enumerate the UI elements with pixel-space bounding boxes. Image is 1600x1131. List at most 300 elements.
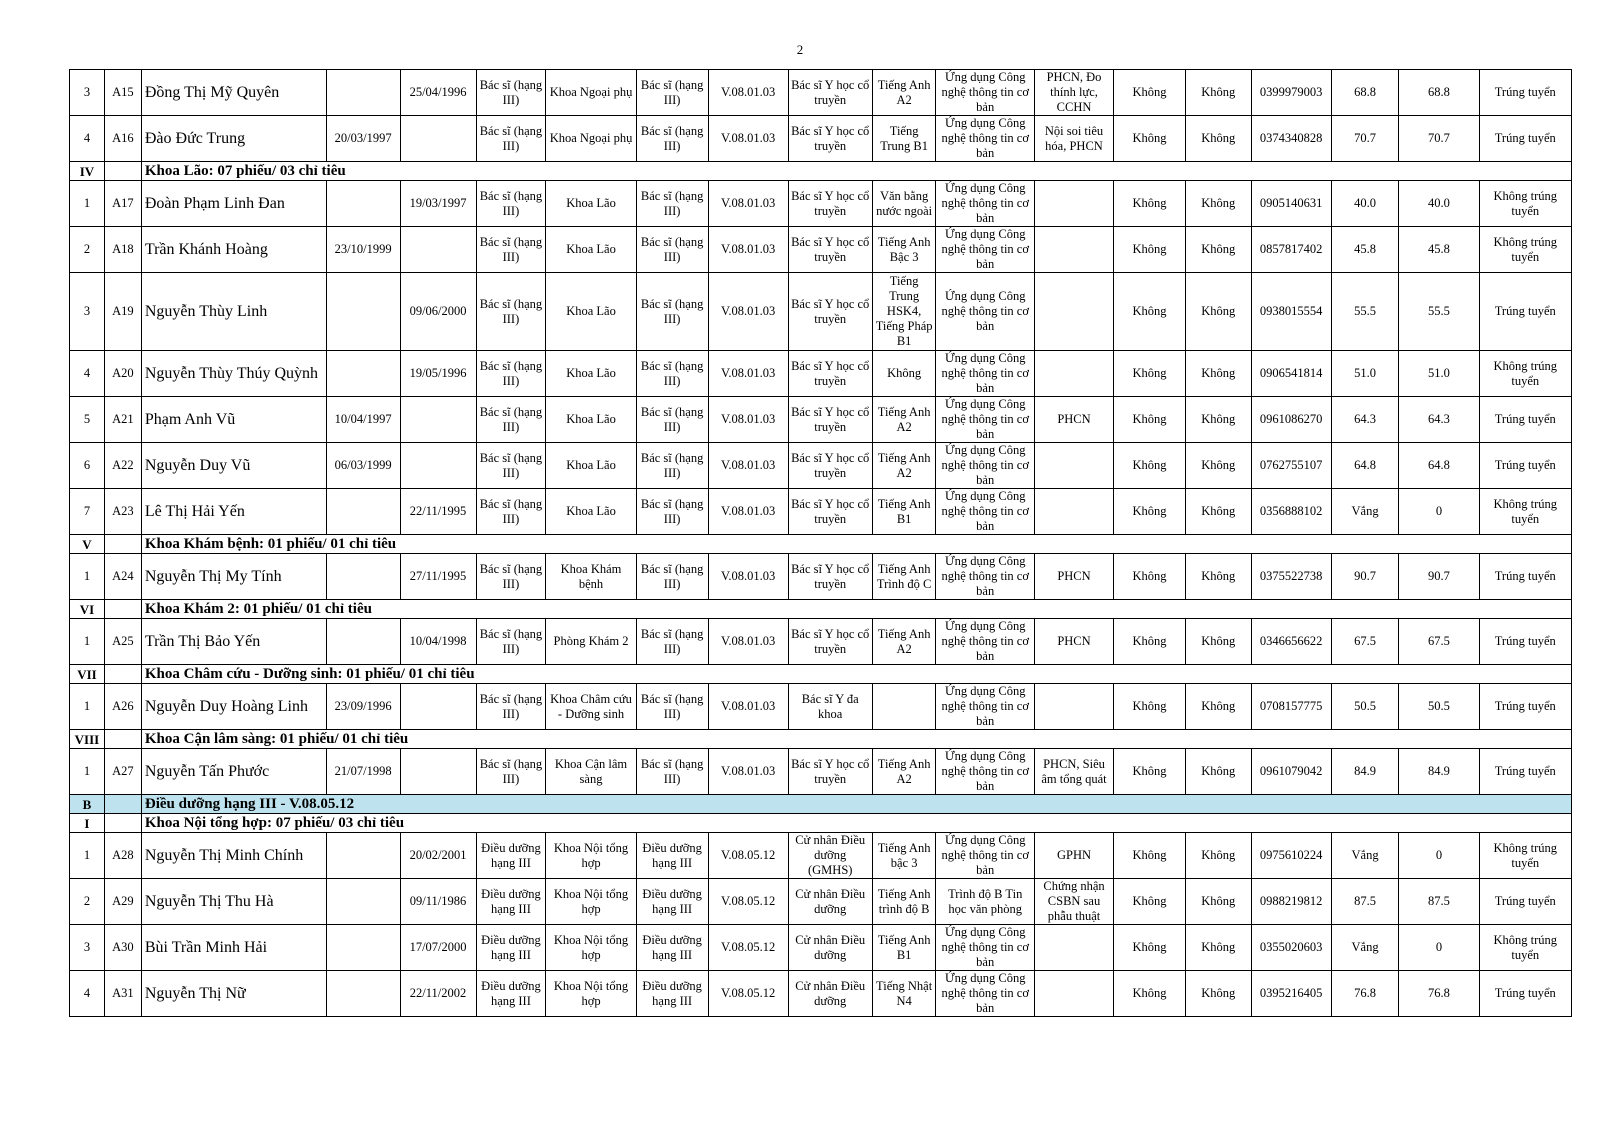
cell-it-skill: Ứng dụng Công nghệ thông tin cơ bản: [936, 273, 1035, 351]
cell-dob-female: 27/11/1995: [400, 554, 476, 600]
cell-priority-2: Không: [1185, 554, 1251, 600]
cell-foreign-language: Tiếng Anh A2: [872, 749, 936, 795]
cell-job-title: Điều dưỡng hạng III: [636, 879, 708, 925]
candidate-row: [70, 833, 1572, 879]
section-number: I: [70, 814, 105, 833]
cell-registered-position: Bác sĩ (hạng III): [476, 181, 546, 227]
candidate-row: [70, 116, 1572, 162]
cell-job-code: V.08.01.03: [708, 684, 788, 730]
section-spacer: [104, 814, 141, 833]
cell-dob-female: 10/04/1998: [400, 619, 476, 665]
cell-stt: 1: [70, 749, 105, 795]
cell-priority-2: Không: [1185, 749, 1251, 795]
candidate-row: [70, 273, 1572, 351]
cell-dob-male: [326, 489, 400, 535]
cell-score: 67.5: [1331, 619, 1399, 665]
cell-full-name: Nguyễn Thị Nữ: [141, 971, 326, 1017]
cell-priority-2: Không: [1185, 971, 1251, 1017]
cell-department: Khoa Ngoại phụ: [546, 70, 636, 116]
cell-total-score: 45.8: [1399, 227, 1479, 273]
cell-total-score: 70.7: [1399, 116, 1479, 162]
cell-priority-2: Không: [1185, 397, 1251, 443]
cell-code: A31: [104, 971, 141, 1017]
cell-code: A16: [104, 116, 141, 162]
cell-result: Trúng tuyển: [1479, 554, 1572, 600]
cell-foreign-language: Tiếng Anh bậc 3: [872, 833, 936, 879]
cell-department: Khoa Cận lâm sàng: [546, 749, 636, 795]
cell-job-code: V.08.05.12: [708, 833, 788, 879]
cell-full-name: Trần Khánh Hoàng: [141, 227, 326, 273]
cell-code: A28: [104, 833, 141, 879]
cell-priority-1: Không: [1114, 925, 1186, 971]
cell-qualification: Bác sĩ Y học cổ truyền: [788, 227, 872, 273]
cell-job-code: V.08.01.03: [708, 351, 788, 397]
cell-result: Trúng tuyển: [1479, 619, 1572, 665]
cell-dob-male: [326, 833, 400, 879]
cell-dob-male: 06/03/1999: [326, 443, 400, 489]
cell-job-code: V.08.01.03: [708, 749, 788, 795]
section-title: Điều dưỡng hạng III - V.08.05.12: [141, 795, 1571, 814]
cell-registered-position: Điều dưỡng hạng III: [476, 879, 546, 925]
cell-priority-1: Không: [1114, 397, 1186, 443]
cell-foreign-language: Tiếng Anh A2: [872, 397, 936, 443]
cell-certificates: PHCN: [1034, 554, 1113, 600]
cell-job-code: V.08.01.03: [708, 273, 788, 351]
section-spacer: [104, 162, 141, 181]
section-spacer: [104, 600, 141, 619]
cell-job-title: Bác sĩ (hạng III): [636, 619, 708, 665]
cell-qualification: Bác sĩ Y học cổ truyền: [788, 70, 872, 116]
cell-priority-1: Không: [1114, 619, 1186, 665]
candidate-row: [70, 351, 1572, 397]
cell-job-title: Bác sĩ (hạng III): [636, 554, 708, 600]
cell-it-skill: Ứng dụng Công nghệ thông tin cơ bản: [936, 554, 1035, 600]
section-row: [70, 162, 1572, 181]
cell-job-code: V.08.01.03: [708, 554, 788, 600]
cell-score: 87.5: [1331, 879, 1399, 925]
cell-registered-position: Bác sĩ (hạng III): [476, 489, 546, 535]
cell-phone: 0399979003: [1251, 70, 1331, 116]
cell-score: 40.0: [1331, 181, 1399, 227]
cell-it-skill: Ứng dụng Công nghệ thông tin cơ bản: [936, 684, 1035, 730]
cell-full-name: Nguyễn Duy Hoàng Linh: [141, 684, 326, 730]
cell-dob-male: [326, 70, 400, 116]
cell-result: Trúng tuyển: [1479, 116, 1572, 162]
section-title: Khoa Khám bệnh: 01 phiếu/ 01 chỉ tiêu: [141, 535, 1571, 554]
cell-department: Khoa Lão: [546, 273, 636, 351]
cell-foreign-language: Tiếng Anh B1: [872, 489, 936, 535]
cell-qualification: Bác sĩ Y học cổ truyền: [788, 181, 872, 227]
cell-result: Trúng tuyển: [1479, 749, 1572, 795]
cell-registered-position: Bác sĩ (hạng III): [476, 443, 546, 489]
cell-job-title: Điều dưỡng hạng III: [636, 833, 708, 879]
cell-phone: 0961086270: [1251, 397, 1331, 443]
cell-it-skill: Ứng dụng Công nghệ thông tin cơ bản: [936, 116, 1035, 162]
cell-priority-2: Không: [1185, 181, 1251, 227]
cell-job-title: Bác sĩ (hạng III): [636, 273, 708, 351]
cell-foreign-language: Tiếng Anh A2: [872, 619, 936, 665]
cell-certificates: PHCN, Đo thính lực, CCHN: [1034, 70, 1113, 116]
cell-dob-male: [326, 554, 400, 600]
cell-foreign-language: Tiếng Anh Bậc 3: [872, 227, 936, 273]
cell-dob-male: 20/03/1997: [326, 116, 400, 162]
cell-department: Khoa Nội tổng hợp: [546, 971, 636, 1017]
cell-total-score: 40.0: [1399, 181, 1479, 227]
cell-phone: 0857817402: [1251, 227, 1331, 273]
cell-job-code: V.08.01.03: [708, 397, 788, 443]
cell-certificates: [1034, 925, 1113, 971]
cell-result: Trúng tuyển: [1479, 971, 1572, 1017]
cell-phone: 0762755107: [1251, 443, 1331, 489]
cell-code: A18: [104, 227, 141, 273]
section-title: Khoa Lão: 07 phiếu/ 03 chỉ tiêu: [141, 162, 1571, 181]
cell-foreign-language: Tiếng Trung HSK4, Tiếng Pháp B1: [872, 273, 936, 351]
cell-dob-female: 22/11/2002: [400, 971, 476, 1017]
cell-certificates: [1034, 684, 1113, 730]
cell-dob-female: 09/06/2000: [400, 273, 476, 351]
cell-certificates: [1034, 489, 1113, 535]
cell-stt: 1: [70, 684, 105, 730]
candidate-row: [70, 489, 1572, 535]
candidate-row: [70, 181, 1572, 227]
cell-stt: 4: [70, 116, 105, 162]
section-number: V: [70, 535, 105, 554]
cell-stt: 6: [70, 443, 105, 489]
cell-score: 50.5: [1331, 684, 1399, 730]
section-row: [70, 665, 1572, 684]
cell-full-name: Nguyễn Tấn Phước: [141, 749, 326, 795]
cell-stt: 2: [70, 879, 105, 925]
cell-priority-1: Không: [1114, 273, 1186, 351]
cell-foreign-language: [872, 684, 936, 730]
cell-priority-2: Không: [1185, 489, 1251, 535]
section-number: B: [70, 795, 105, 814]
cell-job-title: Bác sĩ (hạng III): [636, 749, 708, 795]
cell-certificates: [1034, 443, 1113, 489]
cell-priority-1: Không: [1114, 833, 1186, 879]
cell-it-skill: Ứng dụng Công nghệ thông tin cơ bản: [936, 181, 1035, 227]
section-row: [70, 814, 1572, 833]
cell-stt: 7: [70, 489, 105, 535]
cell-qualification: Bác sĩ Y học cổ truyền: [788, 397, 872, 443]
cell-job-code: V.08.01.03: [708, 227, 788, 273]
section-number: VII: [70, 665, 105, 684]
cell-job-code: V.08.01.03: [708, 619, 788, 665]
cell-score: 76.8: [1331, 971, 1399, 1017]
cell-dob-male: [326, 925, 400, 971]
cell-stt: 3: [70, 925, 105, 971]
cell-registered-position: Điều dưỡng hạng III: [476, 833, 546, 879]
cell-phone: 0975610224: [1251, 833, 1331, 879]
cell-department: Khoa Lão: [546, 181, 636, 227]
cell-job-title: Bác sĩ (hạng III): [636, 397, 708, 443]
cell-job-title: Bác sĩ (hạng III): [636, 227, 708, 273]
cell-certificates: [1034, 273, 1113, 351]
section-spacer: [104, 535, 141, 554]
cell-full-name: Nguyễn Duy Vũ: [141, 443, 326, 489]
cell-phone: 0355020603: [1251, 925, 1331, 971]
cell-code: A26: [104, 684, 141, 730]
cell-certificates: PHCN: [1034, 397, 1113, 443]
cell-priority-1: Không: [1114, 181, 1186, 227]
cell-foreign-language: Tiếng Anh A2: [872, 443, 936, 489]
cell-result: Không trúng tuyển: [1479, 227, 1572, 273]
cell-full-name: Lê Thị Hải Yến: [141, 489, 326, 535]
cell-job-title: Bác sĩ (hạng III): [636, 70, 708, 116]
cell-department: Khoa Nội tổng hợp: [546, 879, 636, 925]
cell-stt: 1: [70, 833, 105, 879]
cell-result: Trúng tuyển: [1479, 684, 1572, 730]
cell-result: Trúng tuyển: [1479, 273, 1572, 351]
cell-foreign-language: Tiếng Nhật N4: [872, 971, 936, 1017]
cell-phone: 0375522738: [1251, 554, 1331, 600]
cell-it-skill: Ứng dụng Công nghệ thông tin cơ bản: [936, 227, 1035, 273]
cell-total-score: 76.8: [1399, 971, 1479, 1017]
cell-score: Vắng: [1331, 925, 1399, 971]
cell-result: Trúng tuyển: [1479, 879, 1572, 925]
cell-score: 68.8: [1331, 70, 1399, 116]
section-number: VIII: [70, 730, 105, 749]
cell-result: Không trúng tuyển: [1479, 351, 1572, 397]
cell-dob-female: 25/04/1996: [400, 70, 476, 116]
cell-stt: 1: [70, 181, 105, 227]
cell-code: A23: [104, 489, 141, 535]
cell-foreign-language: Tiếng Anh A2: [872, 70, 936, 116]
cell-stt: 4: [70, 351, 105, 397]
cell-it-skill: Ứng dụng Công nghệ thông tin cơ bản: [936, 971, 1035, 1017]
cell-dob-male: 21/07/1998: [326, 749, 400, 795]
cell-it-skill: Ứng dụng Công nghệ thông tin cơ bản: [936, 397, 1035, 443]
cell-dob-female: 17/07/2000: [400, 925, 476, 971]
cell-full-name: Phạm Anh Vũ: [141, 397, 326, 443]
cell-dob-male: 10/04/1997: [326, 397, 400, 443]
cell-priority-2: Không: [1185, 70, 1251, 116]
candidate-row: [70, 879, 1572, 925]
cell-priority-2: Không: [1185, 879, 1251, 925]
cell-total-score: 84.9: [1399, 749, 1479, 795]
cell-dob-male: 23/09/1996: [326, 684, 400, 730]
section-spacer: [104, 730, 141, 749]
cell-phone: 0395216405: [1251, 971, 1331, 1017]
cell-code: A22: [104, 443, 141, 489]
cell-job-title: Điều dưỡng hạng III: [636, 925, 708, 971]
cell-score: 70.7: [1331, 116, 1399, 162]
cell-foreign-language: Văn bằng nước ngoài: [872, 181, 936, 227]
cell-foreign-language: Không: [872, 351, 936, 397]
cell-qualification: Cử nhân Điều dưỡng: [788, 971, 872, 1017]
cell-code: A25: [104, 619, 141, 665]
cell-job-code: V.08.05.12: [708, 879, 788, 925]
cell-qualification: Bác sĩ Y học cổ truyền: [788, 443, 872, 489]
section-title: Khoa Nội tổng hợp: 07 phiếu/ 03 chỉ tiêu: [141, 814, 1571, 833]
cell-dob-male: [326, 879, 400, 925]
page-number: 2: [796, 42, 804, 57]
cell-job-code: V.08.01.03: [708, 443, 788, 489]
cell-total-score: 50.5: [1399, 684, 1479, 730]
cell-score: Vắng: [1331, 833, 1399, 879]
cell-qualification: Bác sĩ Y học cổ truyền: [788, 351, 872, 397]
cell-stt: 3: [70, 273, 105, 351]
cell-dob-female: 20/02/2001: [400, 833, 476, 879]
cell-total-score: 68.8: [1399, 70, 1479, 116]
cell-score: 84.9: [1331, 749, 1399, 795]
cell-registered-position: Bác sĩ (hạng III): [476, 116, 546, 162]
cell-total-score: 90.7: [1399, 554, 1479, 600]
cell-dob-male: [326, 181, 400, 227]
cell-job-code: V.08.01.03: [708, 181, 788, 227]
cell-full-name: Nguyễn Thùy Thúy Quỳnh: [141, 351, 326, 397]
cell-full-name: Đoàn Phạm Linh Đan: [141, 181, 326, 227]
cell-job-code: V.08.05.12: [708, 925, 788, 971]
cell-stt: 5: [70, 397, 105, 443]
cell-priority-1: Không: [1114, 443, 1186, 489]
cell-dob-male: [326, 971, 400, 1017]
section-row: [70, 535, 1572, 554]
cell-job-code: V.08.05.12: [708, 971, 788, 1017]
cell-priority-2: Không: [1185, 116, 1251, 162]
cell-result: Không trúng tuyển: [1479, 489, 1572, 535]
cell-registered-position: Điều dưỡng hạng III: [476, 925, 546, 971]
cell-full-name: Đồng Thị Mỹ Quyên: [141, 70, 326, 116]
cell-it-skill: Ứng dụng Công nghệ thông tin cơ bản: [936, 925, 1035, 971]
cell-job-title: Bác sĩ (hạng III): [636, 351, 708, 397]
cell-priority-1: Không: [1114, 684, 1186, 730]
cell-certificates: PHCN: [1034, 619, 1113, 665]
cell-qualification: Cử nhân Điều dưỡng: [788, 925, 872, 971]
cell-priority-2: Không: [1185, 273, 1251, 351]
cell-it-skill: Ứng dụng Công nghệ thông tin cơ bản: [936, 70, 1035, 116]
cell-score: 51.0: [1331, 351, 1399, 397]
cell-job-title: Bác sĩ (hạng III): [636, 116, 708, 162]
candidate-row: [70, 971, 1572, 1017]
cell-foreign-language: Tiếng Anh trình độ B: [872, 879, 936, 925]
cell-phone: 0988219812: [1251, 879, 1331, 925]
cell-phone: 0906541814: [1251, 351, 1331, 397]
cell-registered-position: Bác sĩ (hạng III): [476, 227, 546, 273]
cell-registered-position: Bác sĩ (hạng III): [476, 619, 546, 665]
cell-foreign-language: Tiếng Anh B1: [872, 925, 936, 971]
cell-priority-2: Không: [1185, 351, 1251, 397]
cell-registered-position: Bác sĩ (hạng III): [476, 397, 546, 443]
cell-priority-1: Không: [1114, 227, 1186, 273]
cell-dob-male: [326, 619, 400, 665]
section-number: IV: [70, 162, 105, 181]
cell-phone: 0938015554: [1251, 273, 1331, 351]
cell-total-score: 0: [1399, 833, 1479, 879]
section-title: Khoa Cận lâm sàng: 01 phiếu/ 01 chỉ tiêu: [141, 730, 1571, 749]
cell-department: Khoa Châm cứu - Dưỡng sinh: [546, 684, 636, 730]
cell-registered-position: Điều dưỡng hạng III: [476, 971, 546, 1017]
candidate-row: [70, 397, 1572, 443]
cell-stt: 1: [70, 619, 105, 665]
cell-priority-1: Không: [1114, 116, 1186, 162]
cell-code: A15: [104, 70, 141, 116]
cell-dob-male: 23/10/1999: [326, 227, 400, 273]
cell-dob-male: [326, 351, 400, 397]
results-table-body: [70, 70, 1572, 1017]
cell-full-name: Nguyễn Thị Thu Hà: [141, 879, 326, 925]
cell-priority-2: Không: [1185, 833, 1251, 879]
cell-dob-female: 19/05/1996: [400, 351, 476, 397]
cell-total-score: 0: [1399, 489, 1479, 535]
cell-result: Trúng tuyển: [1479, 443, 1572, 489]
cell-score: 45.8: [1331, 227, 1399, 273]
cell-department: Khoa Lão: [546, 227, 636, 273]
cell-code: A17: [104, 181, 141, 227]
cell-registered-position: Bác sĩ (hạng III): [476, 749, 546, 795]
cell-priority-1: Không: [1114, 554, 1186, 600]
cell-priority-1: Không: [1114, 971, 1186, 1017]
cell-certificates: Nội soi tiêu hóa, PHCN: [1034, 116, 1113, 162]
candidate-row: [70, 619, 1572, 665]
cell-priority-1: Không: [1114, 489, 1186, 535]
cell-certificates: PHCN, Siêu âm tổng quát: [1034, 749, 1113, 795]
cell-dob-female: 09/11/1986: [400, 879, 476, 925]
cell-total-score: 64.8: [1399, 443, 1479, 489]
cell-priority-1: Không: [1114, 879, 1186, 925]
cell-job-title: Bác sĩ (hạng III): [636, 489, 708, 535]
cell-qualification: Bác sĩ Y học cổ truyền: [788, 619, 872, 665]
cell-total-score: 0: [1399, 925, 1479, 971]
cell-foreign-language: Tiếng Trung B1: [872, 116, 936, 162]
cell-job-code: V.08.01.03: [708, 116, 788, 162]
cell-priority-1: Không: [1114, 70, 1186, 116]
category-row: [70, 795, 1572, 814]
cell-qualification: Bác sĩ Y học cổ truyền: [788, 489, 872, 535]
cell-it-skill: Ứng dụng Công nghệ thông tin cơ bản: [936, 489, 1035, 535]
cell-full-name: Nguyễn Thị Minh Chính: [141, 833, 326, 879]
cell-result: Trúng tuyển: [1479, 70, 1572, 116]
cell-qualification: Bác sĩ Y học cổ truyền: [788, 116, 872, 162]
cell-job-title: Bác sĩ (hạng III): [636, 684, 708, 730]
cell-code: A20: [104, 351, 141, 397]
cell-code: A30: [104, 925, 141, 971]
cell-dob-female: [400, 397, 476, 443]
cell-code: A21: [104, 397, 141, 443]
candidate-row: [70, 925, 1572, 971]
cell-priority-2: Không: [1185, 684, 1251, 730]
candidate-row: [70, 554, 1572, 600]
cell-department: Khoa Lão: [546, 351, 636, 397]
cell-job-title: Điều dưỡng hạng III: [636, 971, 708, 1017]
cell-certificates: [1034, 351, 1113, 397]
cell-result: Không trúng tuyển: [1479, 181, 1572, 227]
cell-total-score: 55.5: [1399, 273, 1479, 351]
cell-dob-female: [400, 227, 476, 273]
cell-dob-female: [400, 684, 476, 730]
cell-priority-1: Không: [1114, 749, 1186, 795]
cell-result: Trúng tuyển: [1479, 397, 1572, 443]
cell-department: Khoa Nội tổng hợp: [546, 833, 636, 879]
cell-code: A19: [104, 273, 141, 351]
cell-code: A29: [104, 879, 141, 925]
cell-dob-female: 22/11/1995: [400, 489, 476, 535]
cell-total-score: 87.5: [1399, 879, 1479, 925]
cell-it-skill: Trình độ B Tin học văn phòng: [936, 879, 1035, 925]
cell-full-name: Đào Đức Trung: [141, 116, 326, 162]
cell-full-name: Trần Thị Bảo Yến: [141, 619, 326, 665]
cell-registered-position: Bác sĩ (hạng III): [476, 684, 546, 730]
cell-dob-female: [400, 116, 476, 162]
section-row: [70, 730, 1572, 749]
cell-department: Phòng Khám 2: [546, 619, 636, 665]
cell-it-skill: Ứng dụng Công nghệ thông tin cơ bản: [936, 351, 1035, 397]
cell-it-skill: Ứng dụng Công nghệ thông tin cơ bản: [936, 833, 1035, 879]
cell-score: 64.8: [1331, 443, 1399, 489]
results-table: [69, 69, 1572, 1017]
cell-qualification: Cử nhân Điều dưỡng: [788, 879, 872, 925]
cell-job-code: V.08.01.03: [708, 70, 788, 116]
